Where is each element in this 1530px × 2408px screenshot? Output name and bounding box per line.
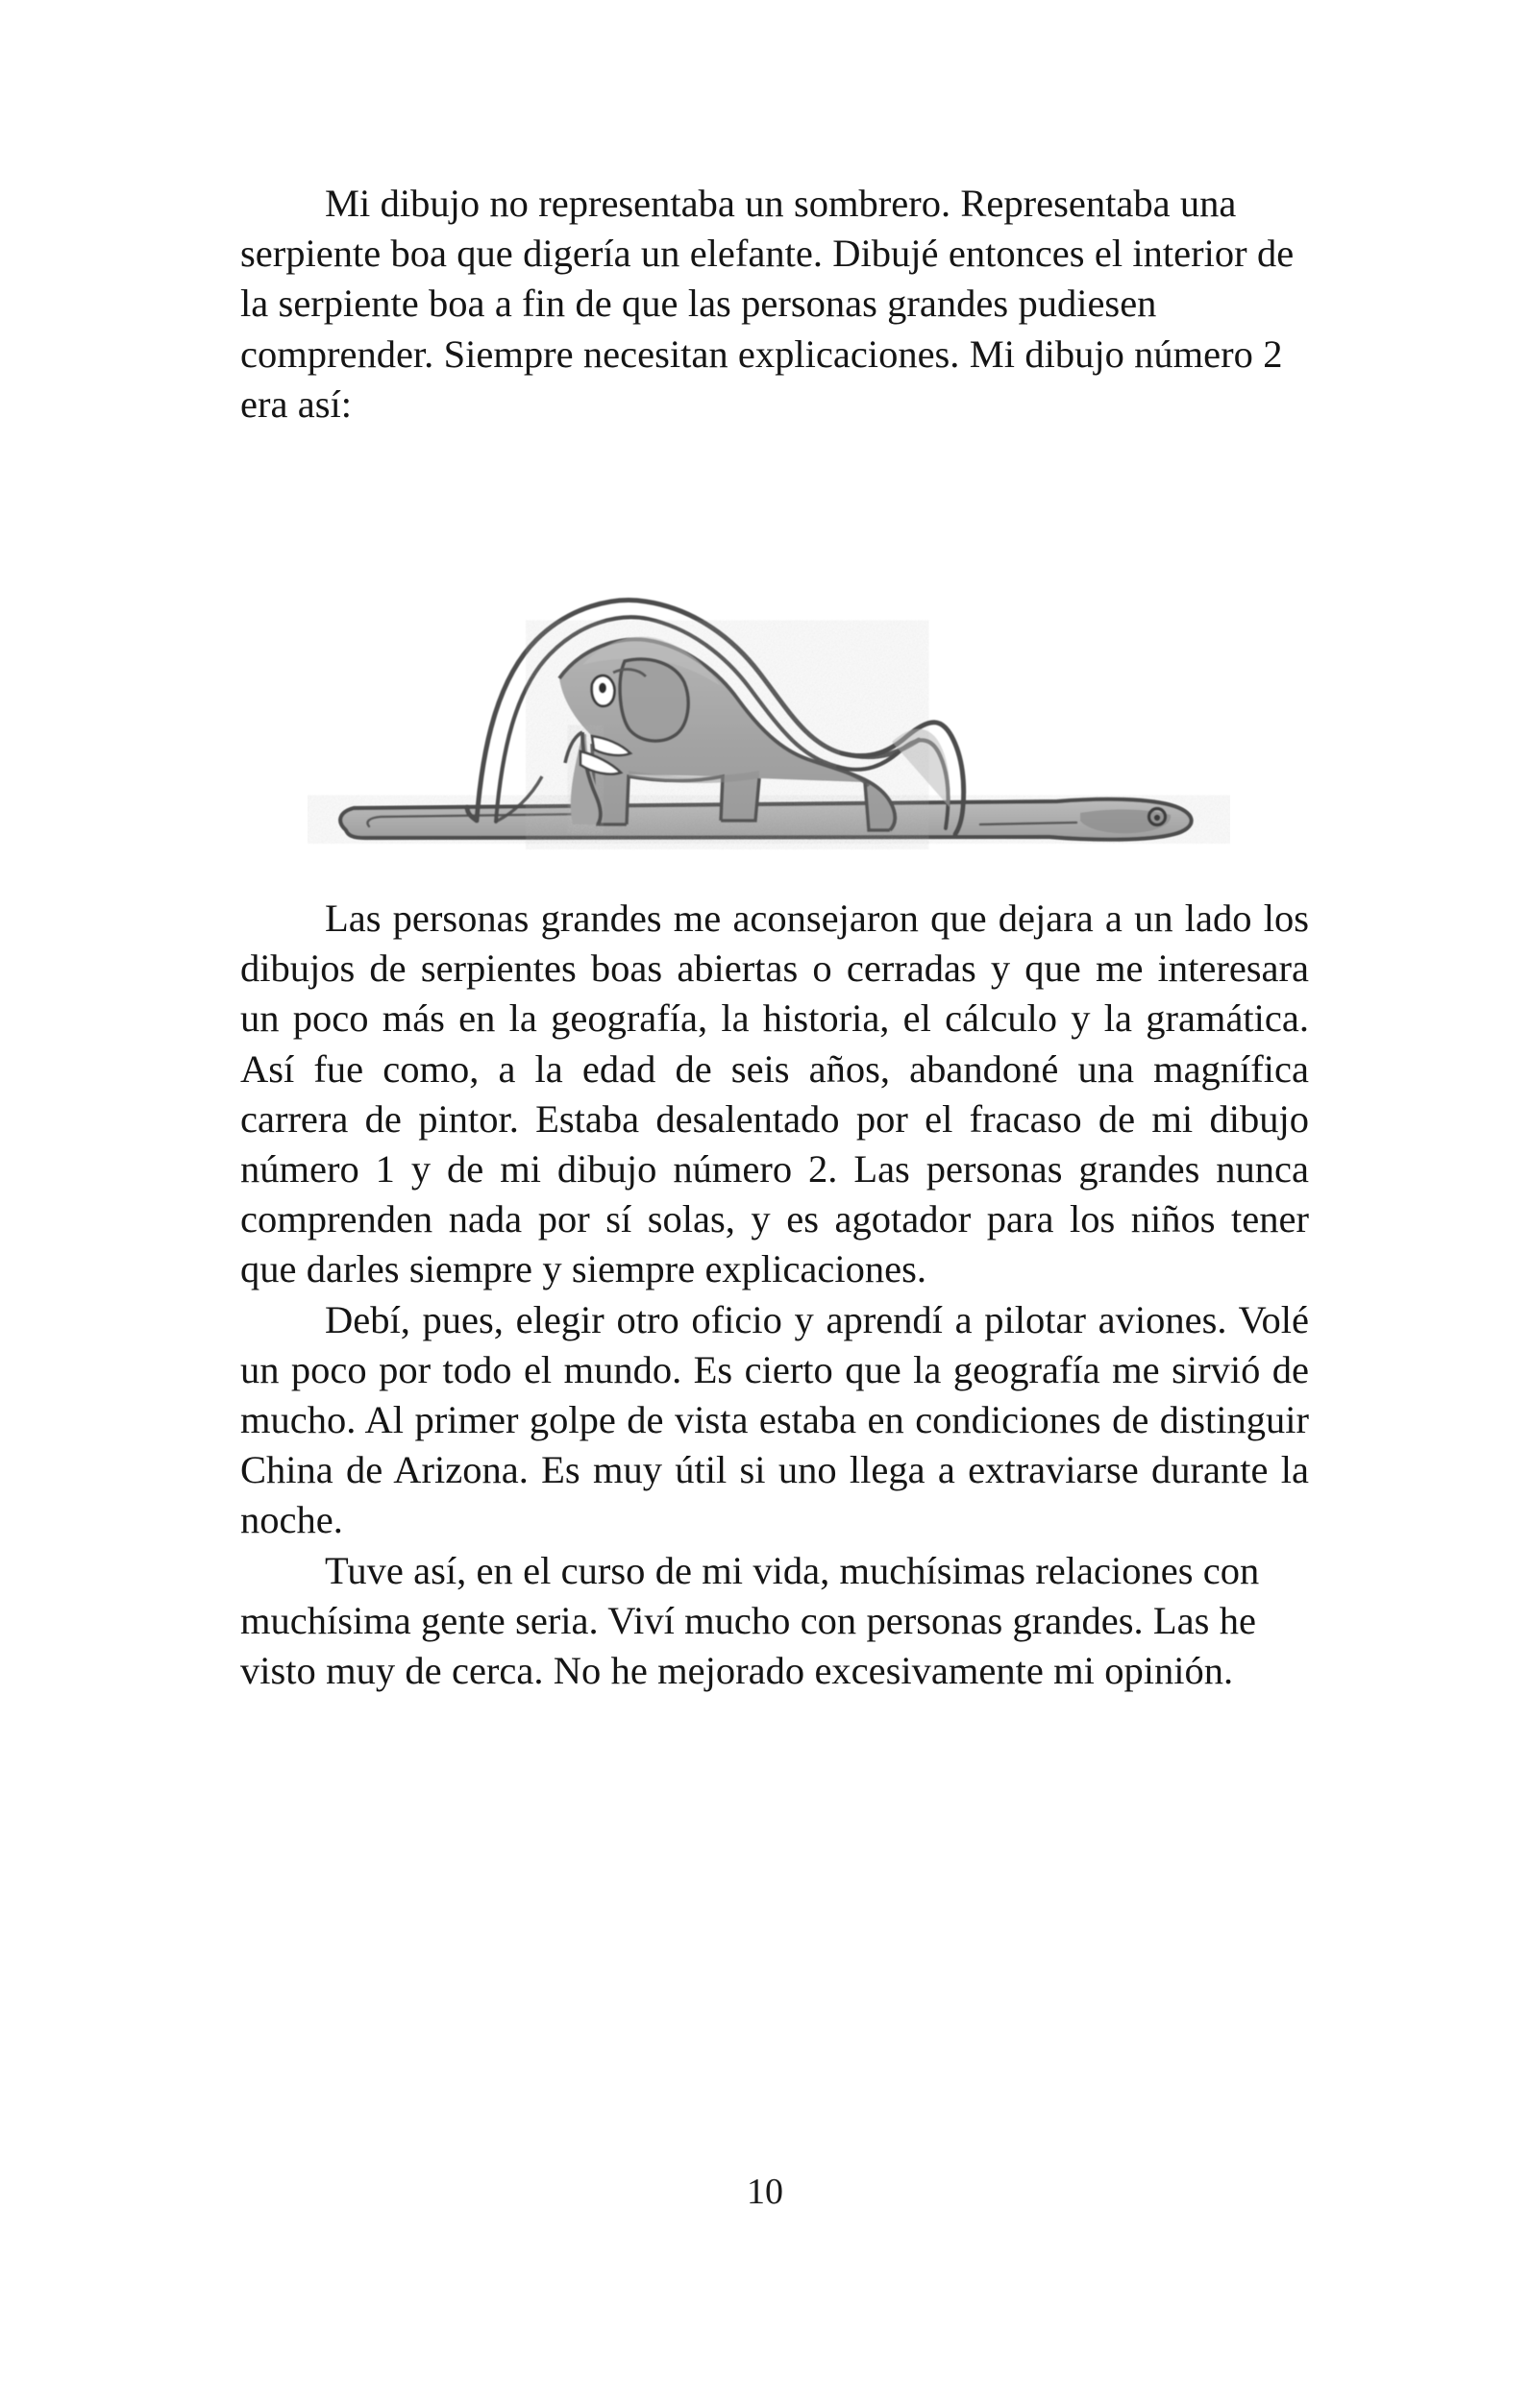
- illustration-group: [340, 601, 1191, 840]
- elephant-eye: [592, 676, 615, 706]
- paragraph-2: Las personas grandes me aconsejaron que dejara a un lado los dibujos de serpientes boas abiertas o cerradas y que me interesara un poco más en la geografía, la historia, el cálculo y la gramática. Así fue como, a la edad de seis años, abandoné una magnífica carrera de pintor. Estaba desalentado por el fracaso de mi dibujo número 1 y de mi dibujo número 2. Las personas grandes nunca comprenden nada por sí solas, y es agotador para los niños tener que darles siempre y siempre explicaciones.: [240, 897, 1309, 1291]
- elephant: [559, 636, 895, 830]
- page-number: 10: [747, 2172, 783, 2212]
- paragraph-4: Tuve así, en el curso de mi vida, muchísimas relaciones con muchísima gente seria. Viví mucho con personas grandes. Las he visto muy de cerca. No he mejorado excesivamente mi opinión.: [240, 1548, 1260, 1693]
- paragraph-1: Mi dibujo no representaba un sombrero. Representaba una serpiente boa que digería un elefante. Dibujé entonces el interior de la serpiente boa a fin de que las personas grandes pudiesen comprender. Siempre necesitan explicaciones. Mi dibujo número 2 era así:: [240, 182, 1295, 426]
- boa-elephant-svg: [308, 573, 1230, 851]
- text-column-top: [240, 179, 1309, 430]
- illustration-boa-with-elephant: [308, 573, 1230, 851]
- text-column-bottom: [240, 894, 1309, 1696]
- paragraph-3: Debí, pues, elegir otro oficio y aprendí a pilotar aviones. Volé un poco por todo el mundo. Es cierto que la geografía me sirvió de mucho. Al primer golpe de vista estaba en condiciones de distinguir China de Arizona. Es muy útil si uno llega a extraviarse durante la noche.: [240, 1297, 1309, 1542]
- elephant-ear: [620, 659, 688, 741]
